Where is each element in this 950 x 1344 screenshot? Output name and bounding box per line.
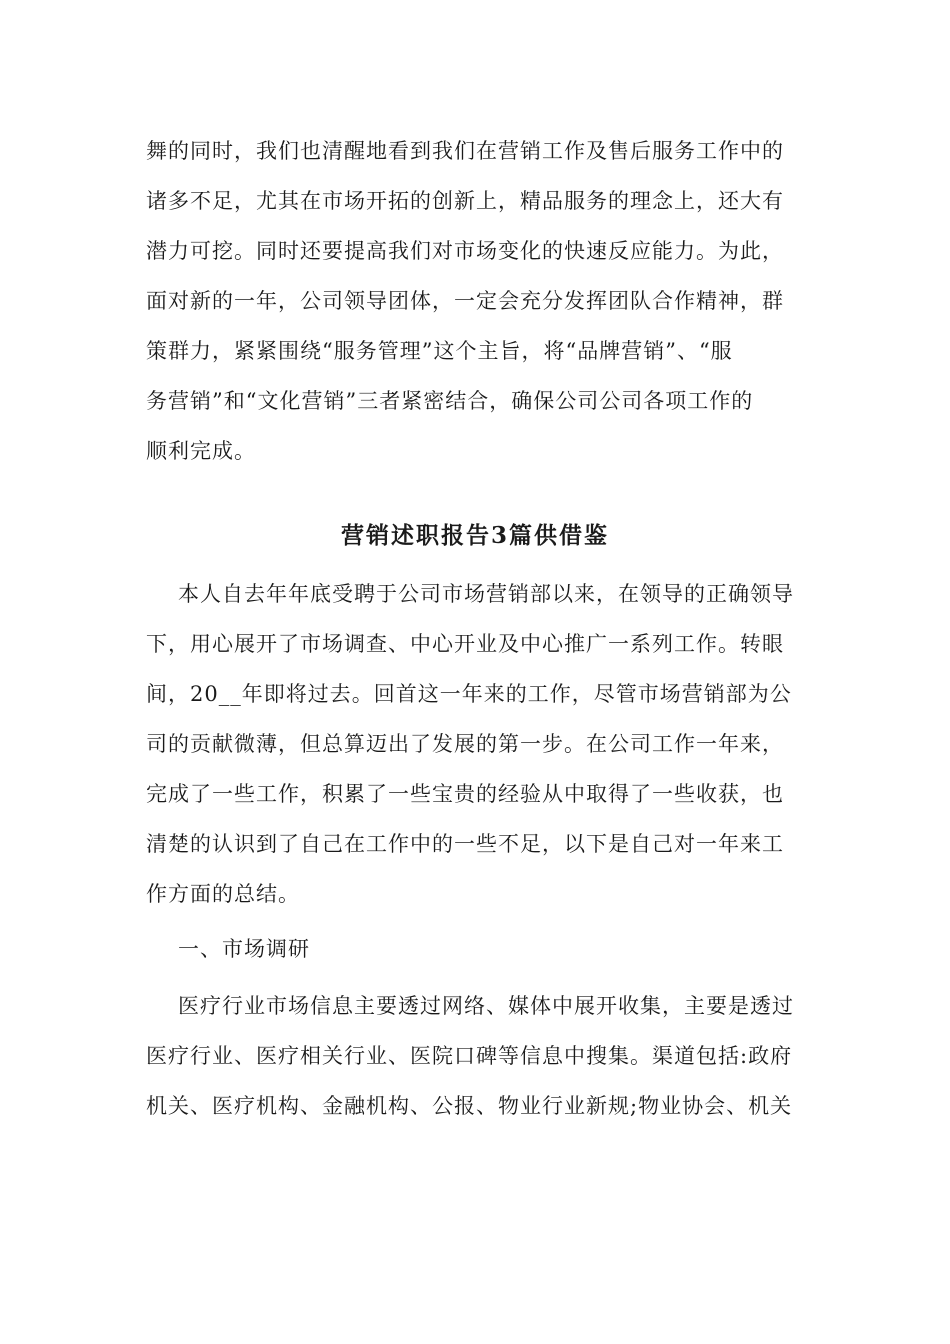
- section-title: 营销述职报告3篇供借鉴: [340, 522, 609, 549]
- body-line: 医疗行业市场信息主要透过网络、媒体中展开收集，主要是透过: [178, 994, 794, 1018]
- body-line: 诸多不足，尤其在市场开拓的创新上，精品服务的理念上，还大有: [146, 189, 784, 213]
- body-line: 清楚的认识到了自己在工作中的一些不足，以下是自己对一年来工: [146, 832, 784, 856]
- body-line: 务营销”和“文化营销”三者紧密结合，确保公司公司各项工作的: [146, 389, 754, 413]
- body-line: 面对新的一年，公司领导团体，一定会充分发挥团队合作精神，群: [146, 289, 784, 313]
- body-line: 舞的同时，我们也清醒地看到我们在营销工作及售后服务工作中的: [146, 139, 784, 163]
- subheading-market-research: 一、市场调研: [178, 937, 310, 961]
- body-line: 策群力，紧紧围绕“服务管理”这个主旨，将“品牌营销”、“服: [146, 339, 733, 363]
- body-line: 作方面的总结。: [146, 882, 300, 906]
- body-line: 顺利完成。: [146, 439, 256, 463]
- body-line: 本人自去年年底受聘于公司市场营销部以来，在领导的正确领导: [178, 582, 794, 606]
- body-line: 下，用心展开了市场调查、中心开业及中心推广一系列工作。转眼: [146, 632, 784, 656]
- body-line: 机关、医疗机构、金融机构、公报、物业行业新规;物业协会、机关: [146, 1094, 793, 1118]
- body-line: 完成了一些工作，积累了一些宝贵的经验从中取得了一些收获，也: [146, 782, 784, 806]
- body-line: 间，20__年即将过去。回首这一年来的工作，尽管市场营销部为公: [146, 682, 792, 706]
- body-line: 医疗行业、医疗相关行业、医院口碑等信息中搜集。渠道包括:政府: [146, 1044, 793, 1068]
- body-line: 潜力可挖。同时还要提高我们对市场变化的快速反应能力。为此，: [146, 239, 784, 263]
- body-line: 司的贡献微薄，但总算迈出了发展的第一步。在公司工作一年来，: [146, 732, 784, 756]
